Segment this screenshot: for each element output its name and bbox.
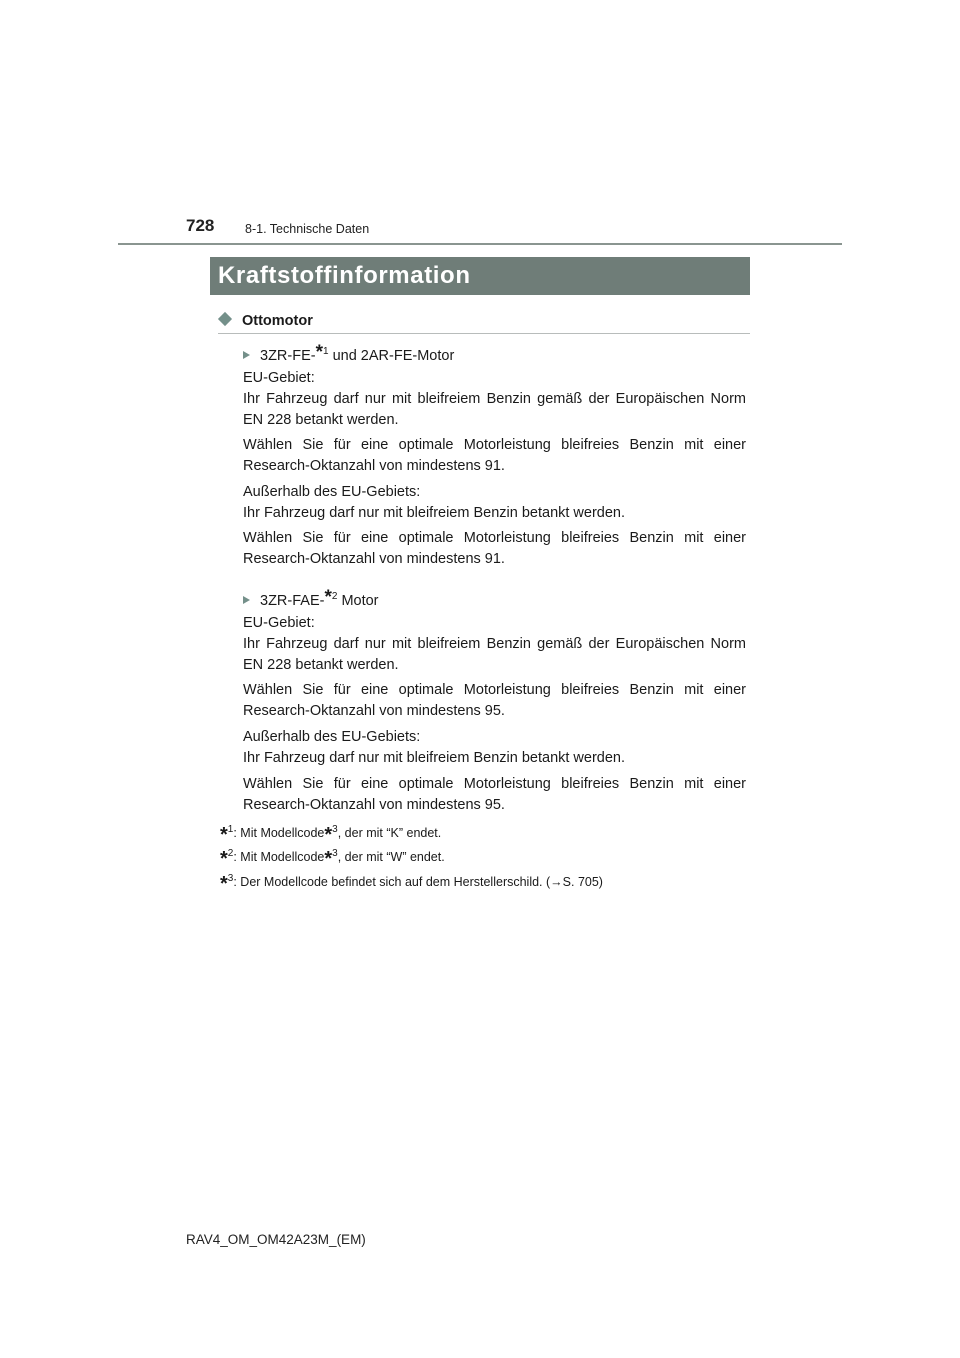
footnote-ref-star: * — [324, 824, 333, 847]
bullet-text-suffix: Motor — [337, 592, 379, 609]
paragraph — [243, 482, 746, 524]
paragraph — [243, 528, 746, 570]
paragraph — [243, 727, 746, 769]
header-divider — [118, 243, 842, 245]
paragraph-text: Ihr Fahrzeug darf nur mit bleifreiem Benzin betankt werden. — [243, 505, 626, 521]
footnote-text-suffix: , der mit “K” endet. — [337, 826, 442, 841]
footnote-text: : Der Modellcode befindet sich auf dem Herstellerschild. ( — [233, 875, 551, 890]
bullet-text: 3ZR-FE- — [260, 347, 316, 364]
engine-bullet-1 — [243, 341, 454, 367]
page-title: Kraftstoffinformation — [218, 262, 471, 289]
footnote-2 — [220, 846, 445, 871]
section-reference: 8-1. Technische Daten — [245, 222, 370, 236]
paragraph-text: Wählen Sie für eine optimale Motorleistung bleifreies Benzin mit einer Research-Oktanzahl von mindestens 95. — [243, 776, 746, 813]
footnote-star: * — [324, 586, 332, 608]
footnote-text-suffix: , der mit “W” endet. — [337, 850, 445, 865]
paragraph-text: Wählen Sie für eine optimale Motorleistung bleifreies Benzin mit einer Research-Oktanzahl von mindestens 95. — [243, 682, 746, 719]
footnote-3 — [220, 871, 603, 896]
page-number: 728 — [186, 216, 215, 235]
diamond-bullet-icon — [218, 312, 232, 326]
paragraph — [243, 435, 746, 477]
footnote-star: * — [315, 341, 323, 363]
paragraph-text: Ihr Fahrzeug darf nur mit bleifreiem Benzin gemäß der Europäischen Norm EN 228 betankt werden. — [243, 636, 746, 673]
footnote-star: * — [220, 873, 228, 896]
triangle-bullet-icon — [243, 596, 250, 604]
paragraph — [243, 613, 746, 676]
paragraph — [243, 368, 746, 431]
arrow-right-icon: → — [550, 875, 563, 890]
paragraph-line: EU-Gebiet: — [243, 370, 315, 386]
paragraph-line: Außerhalb des EU-Gebiets: — [243, 729, 421, 745]
footnote-text: : Mit Modellcode — [233, 850, 325, 865]
footnote-number: 1 — [227, 824, 234, 835]
engine-bullet-2 — [243, 586, 379, 612]
subheading — [218, 311, 750, 334]
paragraph-text: Wählen Sie für eine optimale Motorleistung bleifreies Benzin mit einer Research-Oktanzahl von mindestens 91. — [243, 530, 746, 567]
footnote-number: 1 — [323, 346, 329, 357]
paragraph-line: Außerhalb des EU-Gebiets: — [243, 484, 421, 500]
footnote-star: * — [220, 848, 228, 871]
paragraph-text: Ihr Fahrzeug darf nur mit bleifreiem Benzin gemäß der Europäischen Norm EN 228 betankt werden. — [243, 391, 746, 428]
paragraph — [243, 680, 746, 722]
paragraph-text: Wählen Sie für eine optimale Motorleistung bleifreies Benzin mit einer Research-Oktanzahl von mindestens 91. — [243, 437, 746, 474]
footnote-number: 2 — [331, 591, 338, 602]
paragraph-line: EU-Gebiet: — [243, 615, 315, 631]
subheading-label: Ottomotor — [242, 313, 313, 329]
footnote-star: * — [220, 824, 228, 847]
footnote-ref-number: 3 — [332, 824, 338, 835]
footnote-1 — [220, 822, 442, 847]
footnote-number: 3 — [227, 873, 234, 884]
bullet-text: 3ZR-FAE- — [260, 592, 325, 609]
paragraph-text: Ihr Fahrzeug darf nur mit bleifreiem Benzin betankt werden. — [243, 750, 626, 766]
footnote-ref-star: * — [324, 848, 333, 871]
footnote-text: : Mit Modellcode — [233, 826, 325, 841]
paragraph — [243, 774, 746, 816]
bullet-text-suffix: und 2AR-FE-Motor — [328, 347, 455, 364]
document-id: RAV4_OM_OM42A23M_(EM) — [186, 1232, 366, 1247]
section-title-bar — [210, 257, 750, 295]
triangle-bullet-icon — [243, 351, 250, 359]
footnote-ref-number: 3 — [332, 848, 338, 859]
footnote-number: 2 — [227, 848, 234, 859]
page-reference-link[interactable]: S. 705) — [562, 875, 603, 890]
